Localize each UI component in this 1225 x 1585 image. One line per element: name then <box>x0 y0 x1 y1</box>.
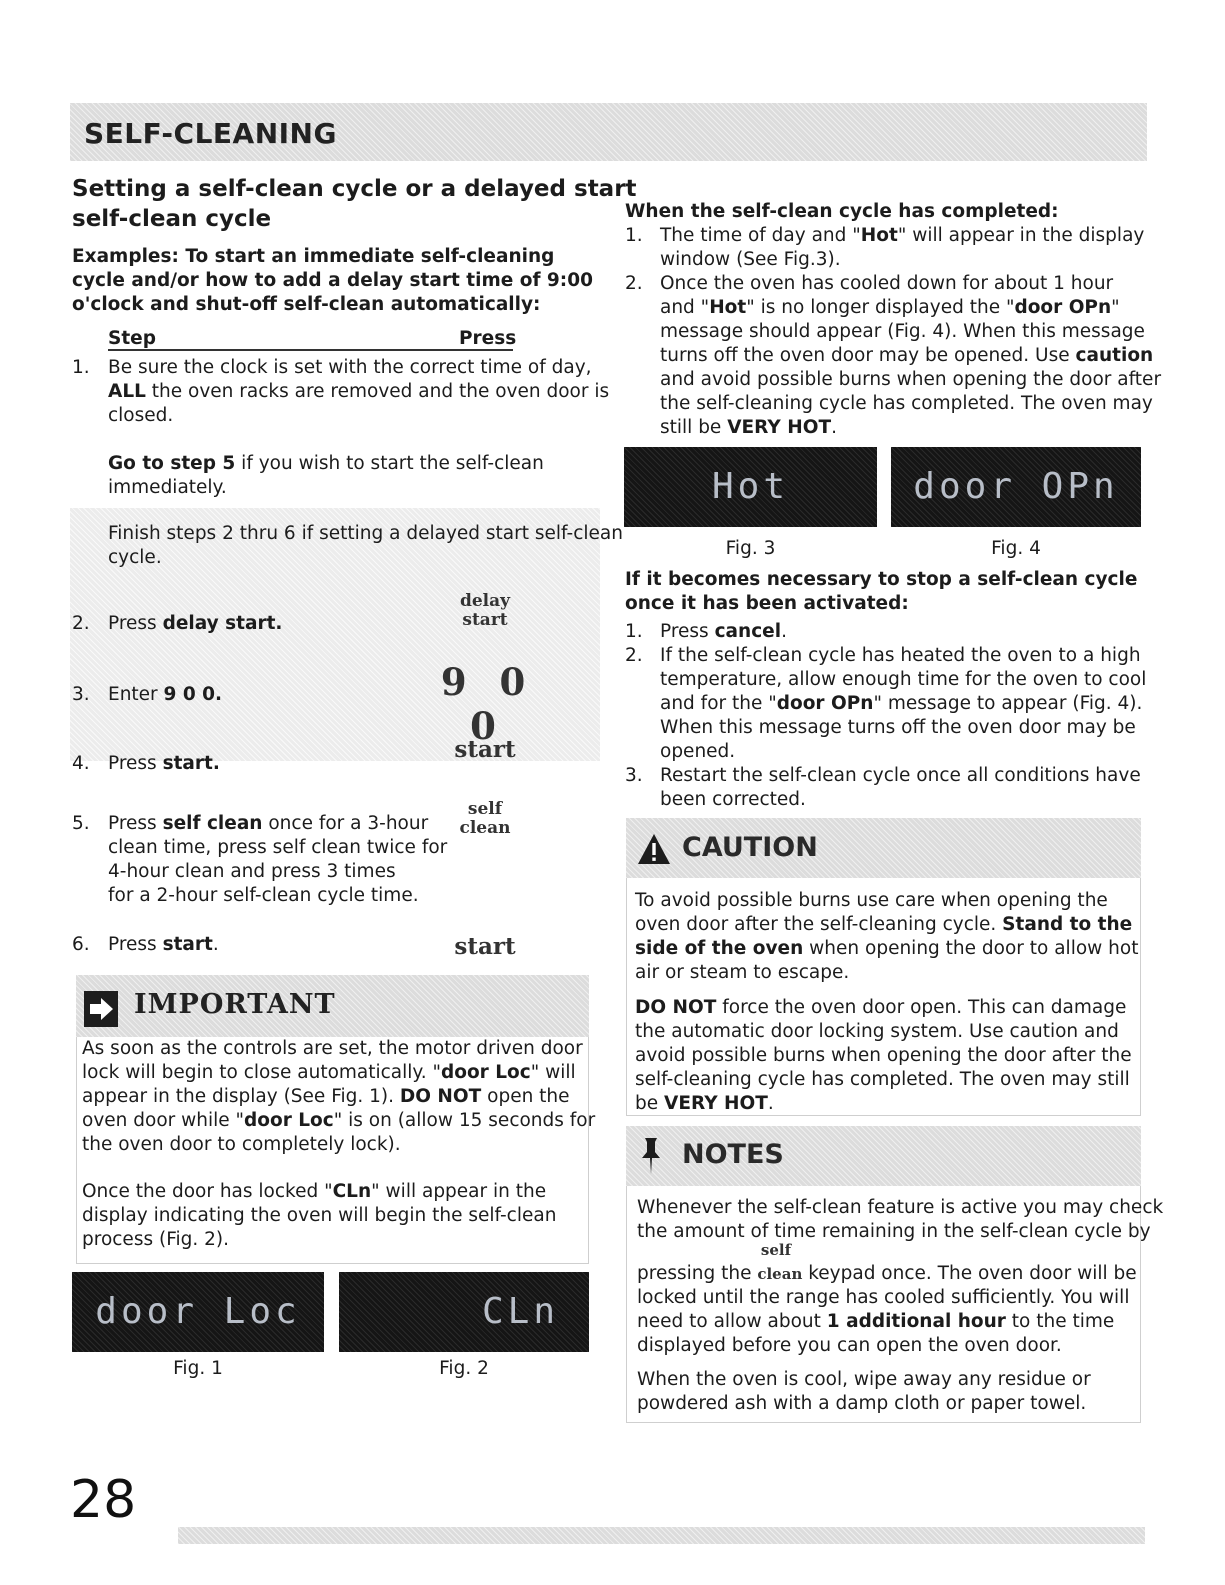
finish-note-line-1: Finish steps 2 thru 6 if setting a delayed start self-clean <box>108 523 623 544</box>
goto-step-5-line-2: immediately. <box>108 477 227 498</box>
caution-banner <box>626 818 1141 878</box>
display-fig-1-text: door Loc <box>95 1291 301 1332</box>
step-2-number: 2. <box>72 613 90 634</box>
self-clean-keypad-label-top: self <box>760 1241 792 1259</box>
column-header-step: Step <box>108 328 156 349</box>
stop-2-number: 2. <box>625 645 643 666</box>
stop-1-number: 1. <box>625 621 643 642</box>
stop-2-line-1: If the self-clean cycle has heated the oven to a high <box>660 645 1141 666</box>
completed-2-line-6: the self-cleaning cycle has completed. The oven may <box>660 393 1153 414</box>
start-key-step-6: start <box>454 933 516 960</box>
important-p2-line-1: Once the door has locked "CLn" will appear in the <box>82 1181 547 1202</box>
completed-2-line-7: still be VERY HOT. <box>660 417 837 438</box>
fig-2-caption: Fig. 2 <box>439 1358 489 1379</box>
notes-p1-line-1: Whenever the self-clean feature is active you may check <box>637 1197 1164 1218</box>
main-heading-line-1: Setting a self-clean cycle or a delayed start <box>72 176 637 202</box>
examples-line-1: Examples: To start an immediate self-cleaning <box>72 246 555 267</box>
stop-2-line-2: temperature, allow enough time for the oven to cool <box>660 669 1147 690</box>
stop-2-line-4: When this message turns off the oven door may be <box>660 717 1136 738</box>
display-fig-4-text: door OPn <box>913 466 1119 507</box>
step-1-line-2: ALL the oven racks are removed and the oven door is <box>108 381 610 402</box>
caution-p2-line-2: the automatic door locking system. Use caution and <box>635 1021 1119 1042</box>
warning-triangle-icon <box>636 832 672 866</box>
fig-1-caption: Fig. 1 <box>173 1358 223 1379</box>
fig-4-caption: Fig. 4 <box>991 538 1041 559</box>
stop-1-text: Press cancel. <box>660 621 787 642</box>
stop-3-line-2: been corrected. <box>660 789 806 810</box>
caution-p1-line-3: side of the oven when opening the door to allow hot <box>635 938 1139 959</box>
completed-1-line-1: The time of day and "Hot" will appear in the display <box>660 225 1145 246</box>
step-6-text: Press start. <box>108 934 219 955</box>
step-1-number: 1. <box>72 357 90 378</box>
completed-2-number: 2. <box>625 273 643 294</box>
important-p1-line-5: the oven door to completely lock). <box>82 1134 401 1155</box>
completed-2-line-1: Once the oven has cooled down for about 1 hour <box>660 273 1114 294</box>
step-5-line-4: for a 2-hour self-clean cycle time. <box>108 885 419 906</box>
step-1-line-1: Be sure the clock is set with the correct time of day, <box>108 357 592 378</box>
caution-p2-line-4: self-cleaning cycle has completed. The oven may still <box>635 1069 1130 1090</box>
section-banner <box>70 103 1147 161</box>
keypad-digits-900: 9 0 0 <box>440 660 536 748</box>
caution-p2-line-5: be VERY HOT. <box>635 1093 774 1114</box>
stop-heading-line-1: If it becomes necessary to stop a self-clean cycle <box>625 569 1138 590</box>
stop-2-line-5: opened. <box>660 741 736 762</box>
notes-p1-line-5: need to allow about 1 additional hour to the time <box>637 1311 1115 1332</box>
notes-p1-line-3: pressing the clean keypad once. The oven door will be <box>637 1263 1137 1284</box>
step-4-number: 4. <box>72 753 90 774</box>
notes-p1-line-6: displayed before you can open the oven door. <box>637 1335 1062 1356</box>
completed-2-line-4: turns off the oven door may be opened. Use caution <box>660 345 1154 366</box>
stop-heading-line-2: once it has been activated: <box>625 593 909 614</box>
display-fig-4 <box>891 447 1141 527</box>
step-3-text: Enter 9 0 0. <box>108 684 223 705</box>
step-5-line-3: 4-hour clean and press 3 times <box>108 861 396 882</box>
important-p1-line-1: As soon as the controls are set, the motor driven door <box>82 1038 583 1059</box>
display-fig-2-text: CLn <box>481 1291 559 1332</box>
display-fig-3-text: Hot <box>711 466 790 507</box>
completed-2-line-2: and "Hot" is no longer displayed the "door OPn" <box>660 297 1120 318</box>
step-2-text: Press delay start. <box>108 613 283 634</box>
completed-1-line-2: window (See Fig.3). <box>660 249 841 270</box>
section-title: SELF-CLEANING <box>84 117 337 150</box>
important-title: IMPORTANT <box>134 989 336 1020</box>
footer-bar <box>178 1527 1145 1544</box>
display-fig-1 <box>72 1272 324 1352</box>
display-fig-2 <box>339 1272 589 1352</box>
caution-p2-line-3: avoid possible burns when opening the door after the <box>635 1045 1132 1066</box>
completed-1-number: 1. <box>625 225 643 246</box>
step-5-number: 5. <box>72 813 90 834</box>
caution-title: CAUTION <box>682 832 818 863</box>
notes-p2-line-1: When the oven is cool, wipe away any residue or <box>637 1369 1091 1390</box>
step-1-line-3: closed. <box>108 405 174 426</box>
self-clean-key: self clean <box>459 799 511 838</box>
main-heading-line-2: self-clean cycle <box>72 206 272 232</box>
completed-2-line-3: message should appear (Fig. 4). When this message <box>660 321 1145 342</box>
step-6-number: 6. <box>72 934 90 955</box>
important-p1-line-4: oven door while "door Loc" is on (allow 15 seconds for <box>82 1110 596 1131</box>
completed-2-line-5: and avoid possible burns when opening the door after <box>660 369 1162 390</box>
column-header-press: Press <box>459 328 517 349</box>
caution-p1-line-1: To avoid possible burns use care when opening the <box>635 890 1108 911</box>
notes-p1-line-2: the amount of time remaining in the self-clean cycle by <box>637 1221 1151 1242</box>
notes-title: NOTES <box>682 1139 784 1170</box>
notes-banner <box>626 1126 1141 1186</box>
important-p1-line-2: lock will begin to close automatically. "door Loc" will <box>82 1062 576 1083</box>
step-4-text: Press start. <box>108 753 220 774</box>
caution-p2-line-1: DO NOT force the oven door open. This can damage <box>635 997 1127 1018</box>
important-p2-line-3: process (Fig. 2). <box>82 1229 229 1250</box>
finish-note-line-2: cycle. <box>108 547 162 568</box>
step-3-number: 3. <box>72 684 90 705</box>
examples-line-3: o'clock and shut-off self-clean automatically: <box>72 294 541 315</box>
pushpin-icon <box>640 1136 662 1176</box>
important-banner <box>76 975 589 1037</box>
fig-3-caption: Fig. 3 <box>725 538 776 559</box>
arrow-right-icon <box>84 991 118 1027</box>
page-number: 28 <box>70 1470 137 1530</box>
stop-2-line-3: and for the "door OPn" message to appear (Fig. 4). <box>660 693 1143 714</box>
examples-line-2: cycle and/or how to add a delay start time of 9:00 <box>72 270 593 291</box>
step-5-line-2: clean time, press self clean twice for <box>108 837 448 858</box>
caution-p1-line-4: air or steam to escape. <box>635 962 850 983</box>
delay-start-key: delay start <box>459 591 511 630</box>
notes-p2-line-2: powdered ash with a damp cloth or paper towel. <box>637 1393 1087 1414</box>
goto-step-5-line-1: Go to step 5 if you wish to start the self-clean <box>108 453 544 474</box>
display-fig-3 <box>624 447 877 527</box>
stop-3-line-1: Restart the self-clean cycle once all conditions have <box>660 765 1141 786</box>
important-p2-line-2: display indicating the oven will begin the self-clean <box>82 1205 557 1226</box>
important-p1-line-3: appear in the display (See Fig. 1). DO NOT open the <box>82 1086 570 1107</box>
column-header-rule <box>108 349 513 351</box>
caution-p1-line-2: oven door after the self-cleaning cycle. Stand to the <box>635 914 1133 935</box>
stop-3-number: 3. <box>625 765 643 786</box>
completed-heading: When the self-clean cycle has completed: <box>625 201 1059 222</box>
notes-p1-line-4: locked until the range has cooled sufficiently. You will <box>637 1287 1130 1308</box>
step-5-line-1: Press self clean once for a 3-hour <box>108 813 429 834</box>
self-clean-keypad-label-bottom: clean <box>757 1265 803 1283</box>
start-key: start <box>454 736 516 763</box>
